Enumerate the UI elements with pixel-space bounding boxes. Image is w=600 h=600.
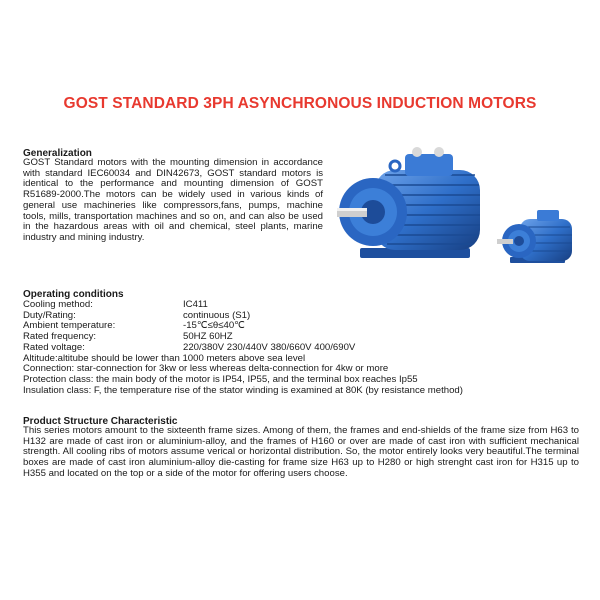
op-value: -15℃≤θ≤40℃: [183, 320, 245, 332]
op-label: Ambient temperature:: [23, 320, 116, 332]
operating-conditions-table: [23, 300, 355, 354]
generalization-text: GOST Standard motors with the mounting dimension in accordance with standard IEC60034 and DIN42673, GOST standard motors is identical to the performance and mounting dimension of GOST R51689-2000.The motors can be widely used in various kinds of general use machineries like compressors,fans, pumps, machine tools, mills, transportation machines and so on, and can also be used in the hazardous areas with oil and chemical, steel plants, marine industry and mining industry.: [23, 157, 323, 243]
small-motor-image: [495, 205, 575, 270]
op-label: Cooling method:: [23, 299, 93, 310]
insulation-text: Insulation class: F, the temperature rise of the stator winding is examined at 80K (by resistance method): [23, 384, 463, 396]
op-label: Rated voltage:: [23, 341, 85, 353]
structure-text: This series motors amount to the sixteenth frame sizes. Among of them, the frames and end-shields of the frame size from H63 to H132 are made of cast iron or aluminium-alloy, and the frames of H160 or over are made of cast iron with sufficient mechanical strength. All cooling ribs of motors assume verical or horizontal distribution. So, the motor entirely looks very beautiful.The terminal boxes are made of cast iron aluminium-alloy die-casting for frame size H63 up to H280 or high strenght cast iron for H315 up to H355 and located on the top or a side of the motor for offering users choose.: [23, 425, 579, 479]
large-motor-image: [335, 140, 490, 270]
op-value: continuous (S1): [183, 309, 251, 321]
op-label: Duty/Rating:: [23, 309, 76, 321]
op-value: IC411: [183, 299, 208, 310]
op-row-voltage: [23, 343, 355, 354]
generalization-heading: Generalization: [23, 148, 92, 159]
operating-conditions-heading: Operating conditions: [23, 289, 124, 300]
structure-heading: Product Structure Characteristic: [23, 416, 178, 427]
op-label: Rated frequency:: [23, 331, 97, 343]
altitude-text: Altitude:altitube should be lower than 1000 meters above sea level: [23, 352, 306, 364]
op-value: 50HZ 60HZ: [183, 331, 233, 343]
page-title: GOST STANDARD 3PH ASYNCHRONOUS INDUCTION MOTORS: [63, 95, 537, 112]
protection-text: Protection class: the main body of the motor is IP54, IP55, and the terminal box reaches Ip55: [23, 373, 418, 385]
connection-text: Connection: star-connection for 3kw or less whereas delta-connection for 4kw or more: [23, 363, 389, 375]
op-value: 220/380V 230/440V 380/660V 400/690V: [183, 341, 356, 353]
